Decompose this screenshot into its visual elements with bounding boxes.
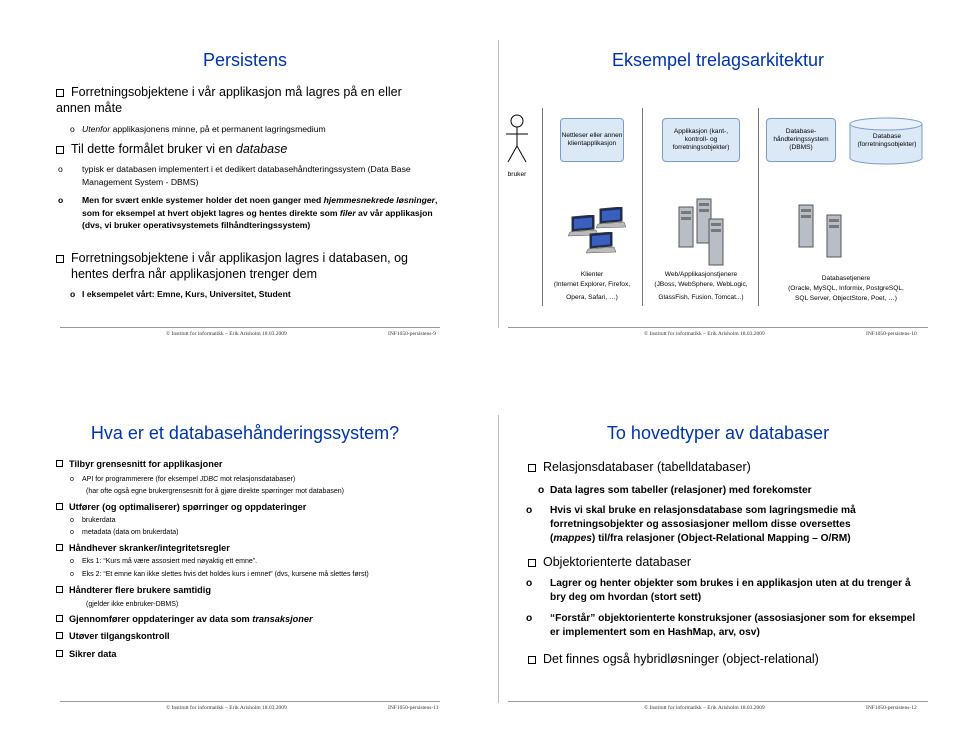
dbservers-caption: Databasetjenere (Oracle, MySQL, Informix, PostgreSQL, SQL Server, ObjectStore, Poet, …) xyxy=(788,275,904,302)
bullet: Relasjonsdatabaser (tabelldatabaser) xyxy=(528,459,928,475)
bullet: Forretningsobjektene i vår applikasjon lagres i databasen, og hentes derfra når applikasjonen trenger dem xyxy=(56,250,436,282)
circle-bullet-icon: o xyxy=(70,289,76,299)
slide-to-hovedtyper xyxy=(498,415,930,715)
bullet: Objektorienterte databaser xyxy=(528,554,928,570)
server-tower-icon xyxy=(678,206,694,248)
footer-left: © Institutt for informatikk – Erik Arisholm 18.03.2009 xyxy=(166,331,287,337)
footer-page: INF1050-persistens-11 xyxy=(388,705,439,711)
laptop-icon xyxy=(596,207,626,229)
checkbox-bullet-icon xyxy=(56,89,64,97)
footer-line xyxy=(508,701,928,702)
server-tower-icon xyxy=(826,214,842,258)
note: (har ofte også egne brukergrensesnitt for å gjøre direkte spørringer mot databasen) xyxy=(86,488,344,495)
circle-bullet-icon: o xyxy=(526,613,533,624)
circle-bullet-icon: o xyxy=(70,529,74,536)
appservers-caption: Web/Applikasjonstjenere (JBoss, WebSphere, WebLogic, GlassFish, Fusion, Tomcat...) xyxy=(654,271,748,301)
circle-bullet-icon: o xyxy=(70,571,74,578)
circle-bullet-icon: o xyxy=(526,578,533,589)
sub-bullet: o metadata (data om brukerdata) xyxy=(70,527,440,540)
note: (gjelder ikke enbruker-DBMS) xyxy=(86,601,179,608)
sub-bullet: o I eksempelet vårt: Emne, Kurs, Universitet, Student xyxy=(70,289,291,299)
circle-bullet-icon: o xyxy=(70,476,74,483)
server-tower-icon xyxy=(798,204,814,248)
circle-bullet-icon: o xyxy=(526,505,533,516)
tier-client-box: Nettleser eller annen klientapplikasjon xyxy=(560,118,624,162)
slide-border xyxy=(498,40,499,328)
clients-caption: Klienter (Internet Explorer, Firefox, Opera, Safari, …) xyxy=(553,271,631,301)
sub-bullet: o Utenfor applikasjonens minne, på et permanent lagringsmedium xyxy=(70,124,326,134)
user-stick-figure-icon xyxy=(502,114,532,166)
tier-dbms-box: Database-håndteringssystem (DBMS) xyxy=(766,118,836,162)
checkbox-bullet-icon xyxy=(56,650,63,657)
slide-title: Persistens xyxy=(202,50,288,70)
slide-border xyxy=(498,415,499,703)
slide-eksempel-trelagsarkitektur xyxy=(498,40,930,340)
checkbox-bullet-icon xyxy=(56,544,63,551)
circle-bullet-icon: o xyxy=(70,517,74,524)
checkbox-bullet-icon xyxy=(56,615,63,622)
footer-page: INF1050-persistens-9 xyxy=(388,331,436,337)
footer-left: © Institutt for informatikk – Erik Arisholm 18.03.2009 xyxy=(644,705,765,711)
slide-title: Hva er et databasehånderingssystem? xyxy=(90,423,400,443)
footer-line xyxy=(60,701,440,702)
footer-line xyxy=(60,327,440,328)
sub-bullet: o Men for svært enkle systemer holder det noen ganger med hjemmesnekrede løsninger, som for eksempel at hvert objekt lagres og hentes direkte som filer av vår applikasjon (dvs, vi bruker operativsystemets filhåndteringssystem) xyxy=(58,195,438,230)
bullet: Utfører (og optimaliserer) spørringer og oppdateringer xyxy=(56,501,436,514)
circle-bullet-icon: o xyxy=(58,195,64,205)
circle-bullet-icon: o xyxy=(70,558,74,565)
bullet: Håndhever skranker/integritetsregler xyxy=(56,542,436,555)
checkbox-bullet-icon xyxy=(56,460,63,467)
sub-bullet: o Eks 2: “Et emne kan ikke slettes hvis det holdes kurs i emnet” (dvs, kursene må slettes først) xyxy=(70,569,446,582)
circle-bullet-icon: o xyxy=(58,164,63,174)
tier-application-box: Applikasjon (kant-, kontroll- og forretningsobjekter) xyxy=(662,118,740,162)
circle-bullet-icon: o xyxy=(538,485,545,496)
sub-bullet: o typisk er databasen implementert i et dedikert databasehåndteringssystem (Data Base Management System - DBMS) xyxy=(58,164,411,187)
checkbox-bullet-icon xyxy=(56,586,63,593)
circle-bullet-icon: o xyxy=(70,124,75,134)
tier-database-label: Database (forretningsobjekter) xyxy=(857,133,917,148)
divider xyxy=(642,108,643,306)
footer-left: © Institutt for informatikk – Erik Arisholm 18.03.2009 xyxy=(166,705,287,711)
checkbox-bullet-icon xyxy=(56,503,63,510)
sub-bullet: o Eks 1: “Kurs må være assosiert med nøyaktig ett emne”. xyxy=(70,556,440,569)
slide-title: To hovedtyper av databaser xyxy=(606,423,830,443)
bullet: Sikrer data xyxy=(56,648,436,661)
checkbox-bullet-icon xyxy=(56,255,64,263)
laptop-icon xyxy=(586,232,616,254)
server-tower-icon xyxy=(708,218,724,266)
sub-bullet: o Data lagres som tabeller (relasjoner) med forekomster xyxy=(538,485,812,496)
sub-bullet: o Hvis vi skal bruke en relasjonsdatabase som lagringsmedie må forretningsobjekter og assosiasjoner mellom disse oversettes (mappes) til/fra relasjoner (Object-Relational Mapping – O/RM) xyxy=(526,505,856,544)
bullet: Tilbyr grensesnitt for applikasjoner xyxy=(56,458,436,471)
checkbox-bullet-icon xyxy=(528,656,536,664)
bullet: Det finnes også hybridløsninger (object-relational) xyxy=(528,651,928,667)
checkbox-bullet-icon xyxy=(56,146,64,154)
footer-page: INF1050-persistens-10 xyxy=(866,331,917,337)
bullet: Til dette formålet bruker vi en database xyxy=(56,141,436,157)
slide-hva-er-dbms xyxy=(40,415,450,715)
sub-bullet: o API for programmerere (for eksempel JDBC mot relasjonsdatabaser) xyxy=(70,474,440,487)
bullet: Håndterer flere brukere samtidig xyxy=(56,584,436,597)
divider xyxy=(542,108,543,306)
sub-bullet: o Lagrer og henter objekter som brukes i en applikasjon uten at du trenger å bry deg om hvordan (stort sett) xyxy=(526,578,911,603)
sub-bullet: o brukerdata xyxy=(70,515,440,528)
sub-bullet: o “Forstår” objektorienterte konstruksjoner (assosiasjoner som for eksempel er implementert som en HashMap, arv, osv) xyxy=(526,613,916,638)
bullet: Gjennomfører oppdateringer av data som transaksjoner xyxy=(56,613,436,626)
checkbox-bullet-icon xyxy=(528,464,536,472)
footer-left: © Institutt for informatikk – Erik Arisholm 18.03.2009 xyxy=(644,331,765,337)
slide-title: Eksempel trelagsarkitektur xyxy=(611,50,825,70)
footer-page: INF1050-persistens-12 xyxy=(866,705,917,711)
user-label: bruker xyxy=(507,171,527,178)
divider xyxy=(758,108,759,306)
bullet: Forretningsobjektene i vår applikasjon må lagres på en eller annen måte xyxy=(56,85,402,115)
checkbox-bullet-icon xyxy=(56,632,63,639)
bullet: Utøver tilgangskontroll xyxy=(56,630,436,643)
footer-line xyxy=(508,327,928,328)
slide-persistens xyxy=(40,40,450,340)
checkbox-bullet-icon xyxy=(528,559,536,567)
